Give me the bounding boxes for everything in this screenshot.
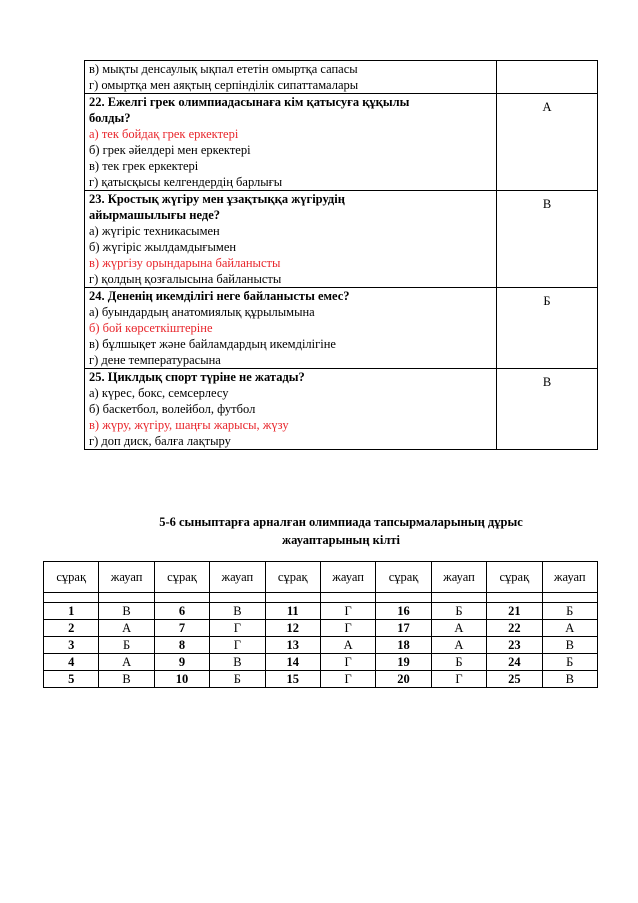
answer-option: а) күрес, бокс, семсерлесу xyxy=(89,386,229,400)
question-row xyxy=(85,288,598,369)
key-answer-letter: А xyxy=(431,637,486,654)
key-spacer-cell xyxy=(265,593,320,603)
key-answer-letter: Б xyxy=(542,654,597,671)
key-answer-letter: А xyxy=(431,620,486,637)
key-question-number: 20 xyxy=(376,671,431,688)
key-question-number: 6 xyxy=(154,603,209,620)
key-question-number: 10 xyxy=(154,671,209,688)
key-spacer-cell xyxy=(320,593,375,603)
key-question-number: 25 xyxy=(487,671,542,688)
key-question-number: 3 xyxy=(44,637,99,654)
key-spacer-cell xyxy=(99,593,154,603)
answer-option: а) жүгіріс техникасымен xyxy=(89,224,220,238)
correct-option: в) жүру, жүгіру, шаңғы жарысы, жүзу xyxy=(89,418,289,432)
answer-option: в) тек грек еркектері xyxy=(89,159,199,173)
key-question-number: 15 xyxy=(265,671,320,688)
questions-table xyxy=(84,60,598,450)
key-row xyxy=(44,671,598,688)
question-cell xyxy=(85,61,497,94)
key-question-number: 24 xyxy=(487,654,542,671)
key-answer-letter: Г xyxy=(320,603,375,620)
key-answer-letter: Г xyxy=(431,671,486,688)
key-spacer-row xyxy=(44,593,598,603)
key-answer-letter: В xyxy=(99,603,154,620)
key-spacer-cell xyxy=(487,593,542,603)
answer-option: г) омыртқа мен аяқтың серпінділік сипаттамалары xyxy=(89,78,359,92)
key-spacer-cell xyxy=(376,593,431,603)
key-header-cell: сұрақ xyxy=(376,562,431,593)
key-question-number: 9 xyxy=(154,654,209,671)
question-cell xyxy=(85,94,497,191)
key-spacer-cell xyxy=(431,593,486,603)
key-question-number: 7 xyxy=(154,620,209,637)
correct-option: в) жүргізу орындарына байланысты xyxy=(89,256,281,270)
key-question-number: 1 xyxy=(44,603,99,620)
key-answer-letter: В xyxy=(542,671,597,688)
key-answer-letter: Г xyxy=(320,671,375,688)
key-answer-letter: А xyxy=(99,620,154,637)
key-answer-letter: В xyxy=(210,603,265,620)
question-cell xyxy=(85,191,497,288)
key-header-cell: жауап xyxy=(210,562,265,593)
question-title: айырмашылығы неде? xyxy=(89,208,221,222)
key-question-number: 13 xyxy=(265,637,320,654)
key-answer-letter: Г xyxy=(320,620,375,637)
key-question-number: 17 xyxy=(376,620,431,637)
key-header-cell: сұрақ xyxy=(265,562,320,593)
key-row xyxy=(44,637,598,654)
correct-option: а) тек бойдақ грек еркектері xyxy=(89,127,239,141)
question-title: болды? xyxy=(89,111,131,125)
key-spacer-cell xyxy=(154,593,209,603)
key-spacer-cell xyxy=(210,593,265,603)
answer-option: б) жүгіріс жылдамдығымен xyxy=(89,240,237,254)
key-header-row xyxy=(44,562,598,593)
key-question-number: 8 xyxy=(154,637,209,654)
key-answer-letter: Б xyxy=(99,637,154,654)
answer-letter xyxy=(497,61,598,94)
key-spacer-cell xyxy=(542,593,597,603)
key-row xyxy=(44,654,598,671)
answer-key-heading-line1: 5-6 сыныптарға арналған олимпиада тапсырмаларының дұрыс xyxy=(159,515,523,529)
question-row xyxy=(85,94,598,191)
key-question-number: 16 xyxy=(376,603,431,620)
key-answer-letter: Г xyxy=(210,637,265,654)
key-answer-letter: Б xyxy=(542,603,597,620)
answer-letter: В xyxy=(497,191,598,288)
key-question-number: 2 xyxy=(44,620,99,637)
key-row xyxy=(44,603,598,620)
key-header-cell: жауап xyxy=(542,562,597,593)
question-cell xyxy=(85,369,497,450)
key-answer-letter: А xyxy=(320,637,375,654)
key-header-cell: сұрақ xyxy=(487,562,542,593)
correct-option: б) бой көрсеткіштеріне xyxy=(89,321,213,335)
key-question-number: 19 xyxy=(376,654,431,671)
key-question-number: 21 xyxy=(487,603,542,620)
key-answer-letter: Б xyxy=(431,654,486,671)
answer-option: г) дене температурасына xyxy=(89,353,221,367)
key-header-cell: сұрақ xyxy=(44,562,99,593)
key-answer-letter: Б xyxy=(210,671,265,688)
answer-key-heading xyxy=(84,513,598,549)
answer-option: г) доп диск, балға лақтыру xyxy=(89,434,231,448)
key-question-number: 12 xyxy=(265,620,320,637)
answer-key-table xyxy=(43,561,598,688)
key-question-number: 4 xyxy=(44,654,99,671)
key-question-number: 23 xyxy=(487,637,542,654)
answer-option: г) қолдың қозғалысына байланысты xyxy=(89,272,282,286)
key-answer-letter: Г xyxy=(320,654,375,671)
answer-option: а) буындардың анатомиялық құрылымына xyxy=(89,305,315,319)
answer-letter: В xyxy=(497,369,598,450)
key-answer-letter: Б xyxy=(431,603,486,620)
answer-option: г) қатысқысы келгендердің барлығы xyxy=(89,175,283,189)
key-question-number: 14 xyxy=(265,654,320,671)
question-row xyxy=(85,61,598,94)
question-title: 25. Циклдық спорт түріне не жатады? xyxy=(89,370,305,384)
key-answer-letter: А xyxy=(99,654,154,671)
key-spacer-cell xyxy=(44,593,99,603)
key-question-number: 22 xyxy=(487,620,542,637)
answer-letter: Б xyxy=(497,288,598,369)
question-cell xyxy=(85,288,497,369)
question-title: 23. Кростық жүгіру мен ұзақтыққа жүгірудің xyxy=(89,192,345,206)
key-question-number: 11 xyxy=(265,603,320,620)
key-answer-letter: В xyxy=(542,637,597,654)
key-answer-letter: Г xyxy=(210,620,265,637)
key-question-number: 18 xyxy=(376,637,431,654)
key-question-number: 5 xyxy=(44,671,99,688)
question-row xyxy=(85,191,598,288)
key-answer-letter: А xyxy=(542,620,597,637)
key-header-cell: сұрақ xyxy=(154,562,209,593)
key-answer-letter: В xyxy=(210,654,265,671)
question-title: 22. Ежелгі грек олимпиадасынаға кім қатысуға құқылы xyxy=(89,95,410,109)
key-answer-letter: В xyxy=(99,671,154,688)
answer-option: в) мықты денсаулық ықпал ететін омыртқа сапасы xyxy=(89,62,358,76)
key-header-cell: жауап xyxy=(320,562,375,593)
answer-option: б) грек әйелдері мен еркектері xyxy=(89,143,251,157)
key-header-cell: жауап xyxy=(99,562,154,593)
question-row xyxy=(85,369,598,450)
answer-letter: А xyxy=(497,94,598,191)
answer-key-heading-line2: жауаптарының кілті xyxy=(282,533,400,547)
answer-option: в) бұлшықет және байламдардың икемділігіне xyxy=(89,337,336,351)
answer-option: б) баскетбол, волейбол, футбол xyxy=(89,402,256,416)
key-row xyxy=(44,620,598,637)
key-header-cell: жауап xyxy=(431,562,486,593)
question-title: 24. Дененің икемділігі неге байланысты емес? xyxy=(89,289,350,303)
